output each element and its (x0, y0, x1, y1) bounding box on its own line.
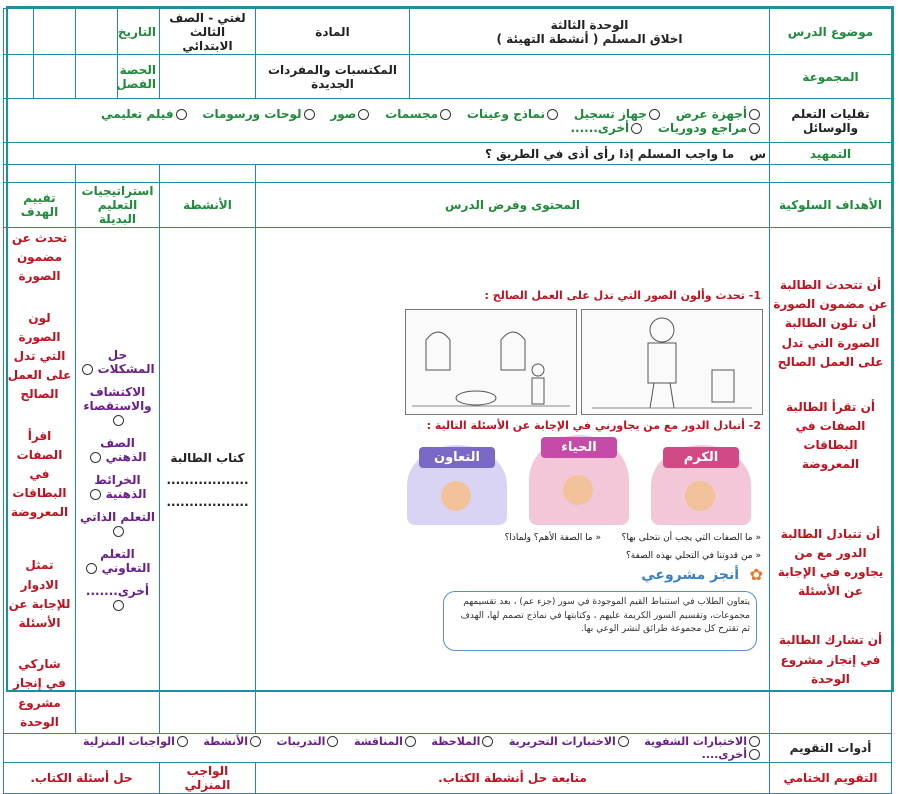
tool-option[interactable]: فيلم تعليمي (101, 107, 187, 121)
content-cell (255, 228, 769, 734)
radio-icon[interactable] (547, 109, 558, 120)
period-cell-2[interactable] (33, 55, 75, 99)
subject-value: لغتي - الصف الثالث الابتدائي (159, 9, 255, 55)
tool-option[interactable]: جهاز تسجيل (574, 107, 660, 121)
period-class-label (117, 55, 159, 99)
assessment-option[interactable]: الاختبارات الشفوية (644, 735, 760, 748)
strategies-header: استراتيجيات التعليم البديلة (75, 183, 159, 228)
unit-number: الوحدة الثالثة (550, 17, 629, 32)
radio-icon[interactable] (749, 109, 760, 120)
date-cell-2[interactable] (33, 9, 75, 55)
radio-icon[interactable] (327, 736, 338, 747)
objective-item: أن تقرأ الطالبة الصفات في البطاقات المعروضة (786, 399, 875, 472)
radio-icon[interactable] (649, 109, 660, 120)
tools-label: تقليات التعلم والوسائل (770, 99, 892, 143)
strategy-item[interactable]: الخرائط الذهنية (79, 473, 156, 501)
radio-icon[interactable] (90, 489, 101, 500)
tool-option[interactable]: مجسمات (385, 107, 451, 121)
date-label: التاريخ (117, 9, 159, 55)
tool-option[interactable]: أجهزة عرض (676, 107, 760, 121)
radio-icon[interactable] (618, 736, 629, 747)
final-label: التقويم الختامي (770, 762, 892, 793)
project-logo-icon: ✿ (749, 565, 763, 585)
radio-icon[interactable] (304, 109, 315, 120)
objective-item: أن تتحدث الطالبة عن مضمون الصورة أن تلون الطالبة الصورة التي تدل على العمل الصالح (773, 277, 888, 369)
assessment-option[interactable]: الاختبارات التحريرية (509, 735, 629, 748)
strategy-item[interactable]: أخرى....... (79, 584, 156, 612)
strategy-item[interactable]: الصف الذهني (79, 436, 156, 464)
tool-option[interactable]: أخرى...... (571, 121, 643, 135)
date-cell-1[interactable] (75, 9, 117, 55)
card-generosity: الكرم (663, 447, 739, 468)
content-header: المحتوى وفرض الدرس (255, 183, 769, 228)
assessment-options (3, 733, 769, 762)
group-label: المجموعة (770, 55, 892, 99)
period-cell-3[interactable] (3, 55, 33, 99)
assessment-option[interactable]: المناقشة (354, 735, 416, 748)
activity-dots: .................. (166, 473, 249, 488)
period-label: الحصة (119, 62, 156, 77)
tool-option[interactable]: لوحات ورسومات (202, 107, 314, 121)
task1-text: 1- تحدث وألون الصور التي تدل على العمل الصالح : (484, 289, 761, 303)
evaluation-cell (3, 228, 75, 734)
assessment-option[interactable]: الواجبات المنزلية (83, 735, 188, 748)
evaluation-item: شاركي في إنجاز مشروع الوحدة (13, 657, 66, 729)
class-label: الفصل (116, 76, 156, 91)
radio-icon[interactable] (405, 736, 416, 747)
question-1: « ما الصفات التي يجب أن نتحلى بها؟ (621, 533, 761, 544)
tool-option[interactable]: مراجع ودوريات (658, 121, 760, 135)
objectives-header: الأهداف السلوكية (770, 183, 892, 228)
radio-icon[interactable] (176, 109, 187, 120)
radio-icon[interactable] (113, 415, 124, 426)
unit-cell (409, 9, 769, 55)
objective-item: أن تتبادل الطالبة الدور مع من يجاوره في الإجابة عن الأسئلة (777, 526, 884, 599)
strategies-cell (75, 228, 159, 734)
radio-icon[interactable] (113, 600, 124, 611)
tools-row-2 (7, 121, 766, 135)
subject-label: المادة (255, 9, 409, 55)
lesson-topic-label: موضوع الدرس (770, 9, 892, 55)
strategy-item[interactable]: التعلم الذاتي (79, 510, 156, 538)
period-cell-1[interactable] (75, 55, 117, 99)
strategy-item[interactable]: حل المشكلات (79, 348, 156, 376)
strategy-item[interactable]: التعلم التعاوني (79, 547, 156, 575)
activities-cell (159, 228, 255, 734)
prayer-picture (405, 309, 577, 415)
evaluation-item: تمثل الادوار للإجابة عن الأسئلة (8, 558, 71, 630)
vocab-label: المكتسبات والمفردات الجديدة (255, 55, 409, 99)
evaluation-item: تحدث عن مضمون الصورة (11, 231, 68, 284)
radio-icon[interactable] (749, 749, 760, 760)
homework-value: حل أسئلة الكتاب. (3, 762, 159, 793)
assessment-label: أدوات التقويم (770, 733, 892, 762)
content-illustrations (256, 285, 769, 675)
radio-icon[interactable] (250, 736, 261, 747)
activity-dots: .................. (166, 495, 249, 510)
radio-icon[interactable] (440, 109, 451, 120)
mosque-prayer-drawing (406, 310, 576, 414)
spacer-cell (159, 165, 255, 183)
intro-question-cell (3, 143, 769, 165)
vocab-value[interactable] (159, 55, 255, 99)
intro-question: ما واجب المسلم إذا رأى أذى في الطريق ؟ (484, 146, 735, 161)
lesson-plan-sheet (6, 6, 894, 792)
radio-icon[interactable] (749, 123, 760, 134)
radio-icon[interactable] (177, 736, 188, 747)
project-title: أنجز مشروعي (641, 567, 739, 584)
spacer-cell (770, 165, 892, 183)
card-cooperation: التعاون (419, 447, 495, 468)
activities-header: الأنشطة (159, 183, 255, 228)
assessment-option[interactable]: أخرى.... (702, 748, 760, 761)
boy-trash-drawing (582, 310, 762, 414)
radio-icon[interactable] (90, 452, 101, 463)
unit-title: اخلاق المسلم ( أنشطة التهيئة ) (496, 31, 683, 46)
objective-item: أن تشارك الطالبة في إنجاز مشروع الوحدة (778, 633, 883, 686)
evaluation-item: اقرأ الصفات في البطاقات المعروضة (10, 428, 69, 520)
intro-label: التمهيد (770, 143, 892, 165)
radio-icon[interactable] (749, 736, 760, 747)
task2-text: 2- أتبادل الدور مع من يجاورني في الإجابة عن الأسئلة التالية : (426, 419, 761, 433)
spacer-cell (75, 165, 159, 183)
spacer-cell (255, 165, 769, 183)
final-follow: متابعة حل أنشطة الكتاب. (255, 762, 769, 793)
radio-icon[interactable] (482, 736, 493, 747)
assessment-option[interactable]: الملاحظة (431, 735, 493, 748)
evaluation-item: لون الصورة التي تدل على العمل الصالح (7, 310, 72, 402)
spacer-cell (3, 165, 75, 183)
project-description: يتعاون الطلاب في استنباط القيم الموجودة في سور (جزء عم) ، بعد تقسيمهم مجموعات، وتقسيم السور الكريمة عليهم ، وكتابتها في نماذج تصمم لها، الهدف ثم تقترح كل مجموعة طرائق لنشر الوعي بها. (443, 591, 757, 651)
radio-icon[interactable] (82, 364, 93, 375)
tool-option[interactable]: نماذج وعينات (467, 107, 558, 121)
date-cell-3[interactable] (3, 9, 33, 55)
assessment-option[interactable]: التدريبات (277, 735, 339, 748)
radio-icon[interactable] (358, 109, 369, 120)
card-modesty: الحياء (541, 437, 617, 458)
strategy-item[interactable]: الاكتشاف والاستقصاء (79, 385, 156, 427)
question-2: « ما الصفة الأهم؟ ولماذا؟ (504, 533, 601, 544)
radio-icon[interactable] (86, 563, 97, 574)
litter-picture (581, 309, 763, 415)
question-prefix: س (749, 146, 766, 161)
lesson-plan-table (3, 8, 892, 794)
homework-label: الواجب المنزلي (159, 762, 255, 793)
tools-row-1 (7, 107, 766, 121)
radio-icon[interactable] (631, 123, 642, 134)
objectives-cell (770, 228, 892, 734)
radio-icon[interactable] (113, 526, 124, 537)
student-book-label: كتاب الطالبة (170, 451, 245, 466)
group-value[interactable] (409, 55, 769, 99)
evaluation-header: تقييم الهدف (3, 183, 75, 228)
assessment-option[interactable]: الأنشطة (203, 735, 261, 748)
tool-option[interactable]: صور (330, 107, 369, 121)
question-3: « من قدوتنا في التحلي بهذه الصفة؟ (625, 551, 761, 562)
tools-options (3, 99, 769, 143)
